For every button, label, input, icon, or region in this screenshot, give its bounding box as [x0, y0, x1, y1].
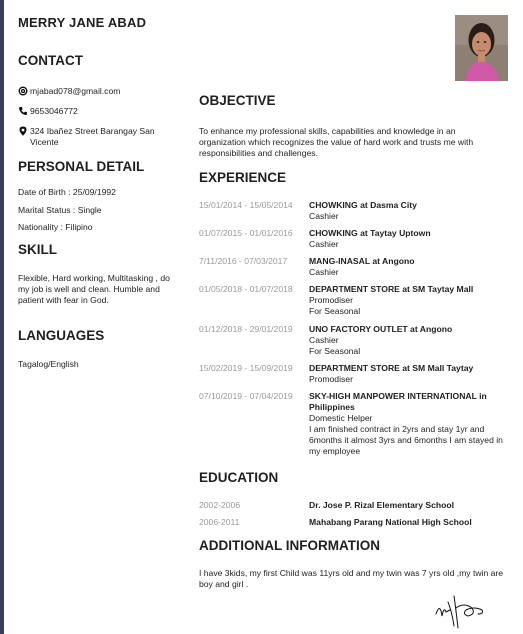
experience-line: For Seasonal	[309, 306, 361, 316]
languages-text: Tagalog/English	[18, 359, 79, 369]
address-text: 324 Ibañez Street Barangay San Vicente	[30, 126, 155, 147]
experience-entry	[309, 363, 514, 385]
experience-title: MANG-INASAL at Angono	[309, 256, 415, 266]
skill-text: Flexible, Hard working, Multitasking , do my job is well and clean. Humble and patient with fear in God.	[18, 273, 170, 305]
experience-dates: 7/11/2016 - 07/03/2017	[199, 256, 288, 266]
additional-info-heading: ADDITIONAL INFORMATION	[199, 538, 380, 553]
experience-dates: 07/10/2019 - 07/04/2019	[199, 391, 293, 401]
experience-line: Cashier	[309, 267, 339, 277]
phone-row	[18, 106, 78, 116]
experience-entry	[309, 256, 514, 278]
experience-entry	[309, 228, 514, 250]
education-years: 2006-2011	[199, 517, 240, 527]
resume-name: MERRY JANE ABAD	[18, 15, 147, 30]
left-accent-bar	[0, 0, 4, 634]
profile-photo	[455, 15, 508, 81]
email-row	[18, 86, 120, 96]
experience-dates: 15/02/2019 - 15/09/2019	[199, 363, 293, 373]
experience-title: UNO FACTORY OUTLET at Angono	[309, 324, 453, 334]
experience-entry	[309, 200, 514, 222]
experience-entry	[309, 391, 514, 457]
phone-icon	[18, 106, 28, 116]
experience-entry	[309, 324, 514, 357]
skill-heading: SKILL	[18, 242, 57, 257]
experience-title: SKY-HIGH MANPOWER INTERNATIONAL in Philippines	[309, 391, 487, 412]
experience-line: For Seasonal	[309, 346, 361, 356]
experience-dates: 01/07/2015 - 01/01/2016	[199, 228, 293, 238]
experience-line: Domestic Helper	[309, 413, 373, 423]
education-school: Mahabang Parang National High School	[309, 517, 472, 527]
education-school: Dr. Jose P. Rizal Elementary School	[309, 500, 455, 510]
experience-heading: EXPERIENCE	[199, 170, 287, 185]
nationality-text: Nationality : Filipino	[18, 222, 93, 232]
experience-line: I am finished contract in 2yrs and stay 1yr and 6months it almost 3yrs and 6months I am stayed in my employee	[309, 424, 503, 456]
phone-text: 9653046772	[30, 106, 78, 116]
experience-line: Promodiser	[309, 295, 353, 305]
objective-heading: OBJECTIVE	[199, 93, 276, 108]
experience-dates: 01/05/2018 - 01/07/2018	[199, 284, 293, 294]
experience-dates: 15/01/2014 - 15/05/2014	[199, 200, 293, 210]
email-text[interactable]: mjabad078@gmail.com	[30, 86, 121, 96]
languages-heading: LANGUAGES	[18, 328, 105, 343]
objective-text: To enhance my professional skills, capabilities and knowledge in an organization which recognizes the value of hard work and trusts me with responsibilities and challenges.	[199, 126, 474, 158]
dob-text: Date of Birth : 25/09/1992	[18, 187, 116, 197]
experience-title: CHOWKING at Dasma City	[309, 200, 417, 210]
address-row	[18, 126, 178, 148]
experience-dates: 01/12/2018 - 29/01/2019	[199, 324, 293, 334]
experience-title: DEPARTMENT STORE at SM Taytay Mall	[309, 284, 474, 294]
experience-line: Cashier	[309, 335, 339, 345]
marital-status-text: Marital Status : Single	[18, 205, 102, 215]
personal-detail-heading: PERSONAL DETAIL	[18, 159, 145, 174]
experience-line: Cashier	[309, 211, 339, 221]
contact-heading: CONTACT	[18, 53, 83, 68]
education-years: 2002-2006	[199, 500, 241, 510]
experience-line: Cashier	[309, 239, 339, 249]
at-icon	[18, 86, 28, 96]
experience-entry	[309, 284, 514, 317]
education-heading: EDUCATION	[199, 470, 279, 485]
experience-title: DEPARTMENT STORE at SM Mall Taytay	[309, 363, 474, 373]
location-pin-icon	[18, 126, 28, 136]
experience-line: Promodiser	[309, 374, 353, 384]
additional-info-text: I have 3kids, my first Child was 11yrs old and my twin was 7 yrs old ,my twin are boy and girl .	[199, 568, 504, 589]
signature	[432, 592, 488, 630]
experience-title: CHOWKING at Taytay Uptown	[309, 228, 431, 238]
